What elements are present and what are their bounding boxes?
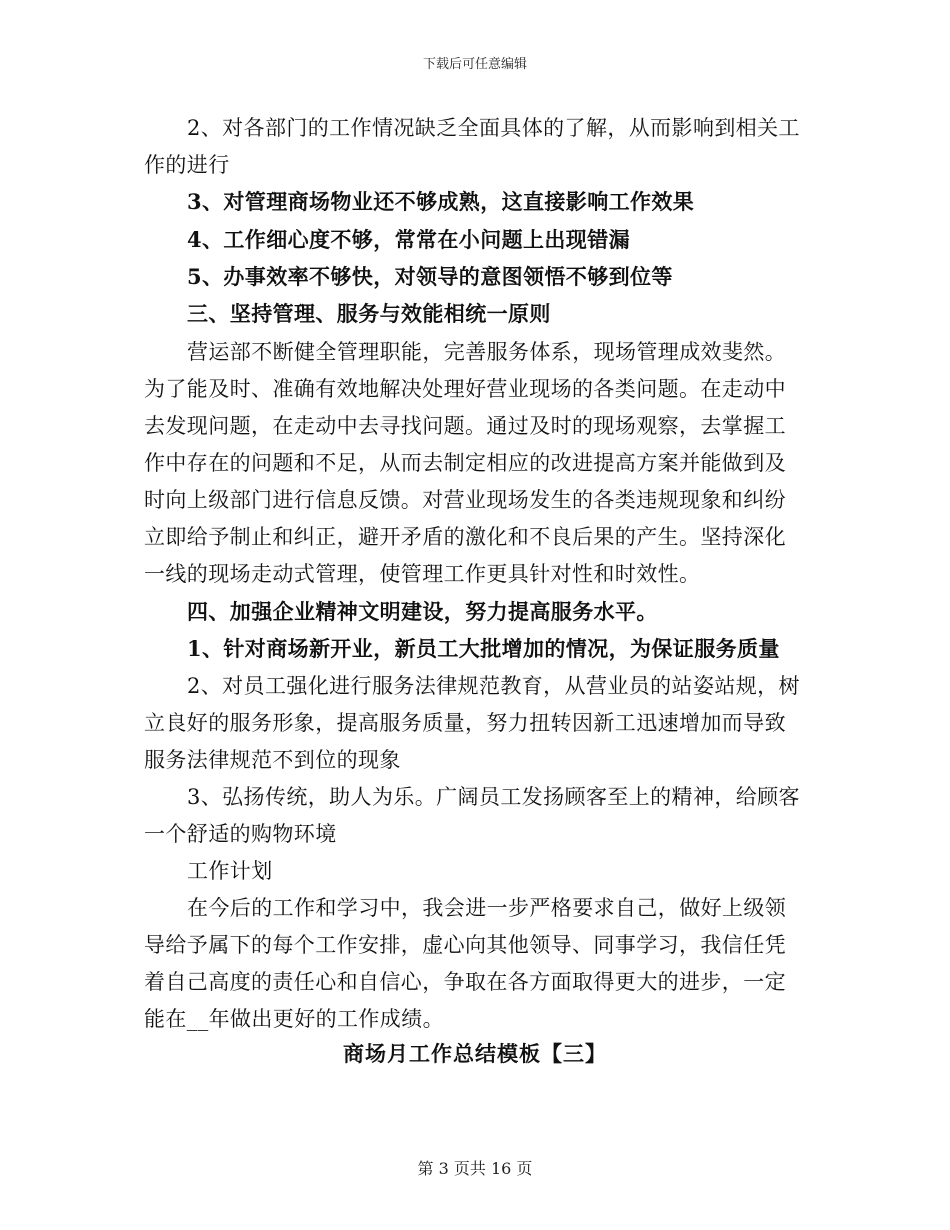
body-line: 一线的现场走动式管理，使管理工作更具针对性和时效性。: [144, 562, 701, 586]
body-line-bold: 5、办事效率不够快，对领导的意图领悟不够到位等: [187, 264, 673, 289]
body-line: 作的进行: [144, 153, 230, 177]
body-line-bold: 3、对管理商场物业还不够成熟，这直接影响工作效果: [187, 189, 695, 214]
body-line: 服务法律规范不到位的现象: [144, 748, 401, 772]
body-line: 2、对员工强化进行服务法律规范教育，从营业员的站姿站规，树: [187, 674, 800, 698]
section-title: 商场月工作总结模板【三】: [343, 1041, 607, 1066]
section-heading: 四、加强企业精神文明建设，努力提高服务水平。: [187, 599, 658, 624]
body-line: 时向上级部门进行信息反馈。对营业现场发生的各类违规现象和纠纷: [144, 488, 786, 512]
page-header: 下载后可任意编辑: [422, 57, 527, 72]
subheading: 工作计划: [187, 859, 273, 883]
body-line: 一个舒适的购物环境: [144, 822, 337, 846]
body-line: 导给予属下的每个工作安排，虚心向其他领导、同事学习，我信任凭: [144, 933, 786, 957]
body-line: 为了能及时、准确有效地解决处理好营业现场的各类问题。在走动中: [144, 377, 786, 401]
body-line-bold: 1、针对商场新开业，新员工大批增加的情况，为保证服务质量: [187, 636, 780, 661]
body-line-bold: 4、工作细心度不够，常常在小问题上出现错漏: [187, 227, 631, 252]
body-line: 作中存在的问题和不足，从而去制定相应的改进提高方案并能做到及: [144, 451, 786, 475]
body-line: 营运部不断健全管理职能，完善服务体系，现场管理成效斐然。: [187, 340, 787, 364]
body-line: 能在__年做出更好的工作成绩。: [144, 1007, 444, 1031]
body-line: 2、对各部门的工作情况缺乏全面具体的了解，从而影响到相关工: [187, 116, 800, 140]
body-line: 去发现问题，在走动中去寻找问题。通过及时的现场观察，去掌握工: [144, 414, 786, 438]
body-line: 在今后的工作和学习中，我会进一步严格要求自己，做好上级领: [187, 896, 787, 920]
body-line: 立即给予制止和纠正，避开矛盾的激化和不良后果的产生。坚持深化: [144, 525, 786, 549]
body-line: 立良好的服务形象，提高服务质量，努力扭转因新工迅速增加而导致: [144, 711, 786, 735]
page-footer: 第 3 页共 16 页: [417, 1159, 533, 1178]
section-heading: 三、坚持管理、服务与效能相统一原则: [187, 301, 551, 326]
body-line: 3、弘扬传统，助人为乐。广阔员工发扬顾客至上的精神，给顾客: [187, 785, 800, 809]
body-line: 着自己高度的责任心和自信心，争取在各方面取得更大的进步，一定: [144, 970, 786, 994]
